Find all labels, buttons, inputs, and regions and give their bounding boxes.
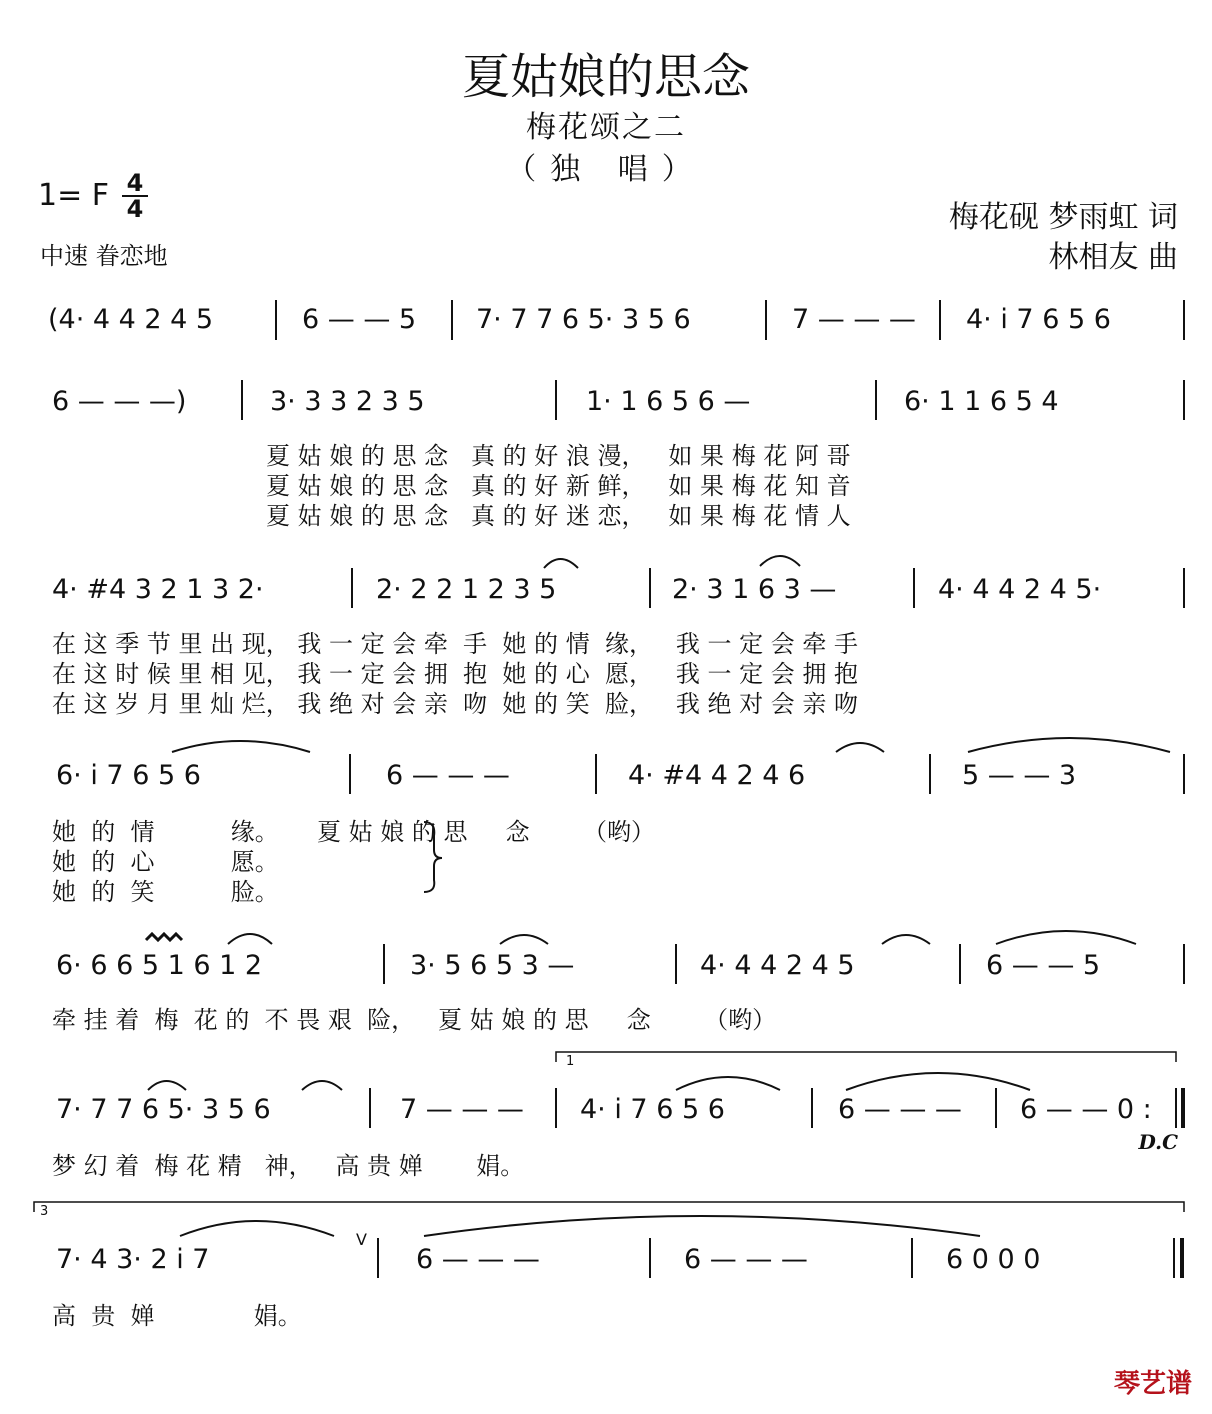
measure: 6 0 0 0: [946, 1244, 1041, 1275]
measure: 6 — — 5: [302, 304, 417, 335]
measure: 6 — — —): [52, 386, 187, 417]
slur: [302, 1081, 342, 1090]
volta-1-bracket: [556, 1052, 1176, 1062]
lyric-verse-3: 夏 姑 娘 的 思 念 真 的 好 迷 恋， 如 果 梅 花 情 人: [266, 502, 851, 530]
slur: [676, 1077, 780, 1090]
lyricist-credit: 梅花砚 梦雨虹 词: [948, 200, 1178, 235]
measure: 4· i 7 6 5 6: [580, 1094, 725, 1125]
measure: 5 — — 3: [962, 760, 1077, 791]
lyric-verse-1: 她 的 情 缘。 夏 姑 娘 的 思 念 （哟）: [52, 818, 656, 846]
slur: [172, 741, 310, 752]
breath-mark: V: [356, 1230, 367, 1249]
measure: 1· 1 6 5 6 —: [586, 386, 751, 417]
measure: 4· #4 4 2 4 6: [628, 760, 806, 791]
lyric-verse-3: 她 的 笑 脸。: [52, 878, 279, 906]
slur: [424, 1216, 980, 1236]
measure: 2· 3 1 6 3 —: [672, 574, 837, 605]
composer-credit: 林相友 曲: [1048, 240, 1178, 275]
slur: [996, 931, 1136, 944]
measure: 6· 6 6 5 1 6 1 2: [56, 950, 263, 981]
measure: 6· 1 1 6 5 4: [904, 386, 1059, 417]
slur: [148, 1081, 186, 1090]
measure: 6 — — —: [386, 760, 510, 791]
slur: [544, 559, 578, 568]
measure: 7· 7 7 6 5· 3 5 6: [56, 1094, 271, 1125]
slur: [180, 1221, 334, 1236]
measure: 2· 2 2 1 2 3 5: [376, 574, 557, 605]
measure: 6 — — 5: [986, 950, 1101, 981]
lyric-verse-1: 夏 姑 娘 的 思 念 真 的 好 浪 漫， 如 果 梅 花 阿 哥: [266, 442, 851, 470]
tempo-marking: 中速 眷恋地: [40, 242, 168, 270]
measure: 4· #4 3 2 1 3 2·: [52, 574, 264, 605]
lyric-verse-1: 梦 幻 着 梅 花 精 神， 高 贵 婵 娟。: [52, 1152, 525, 1180]
lyric-verse-3: 在 这 岁 月 里 灿 烂， 我 绝 对 会 亲 吻 她 的 笑 脸， 我 绝 对 会 亲 吻: [52, 690, 858, 718]
lyric-verse-1: 高 贵 婵 娟。: [52, 1302, 302, 1330]
time-denominator: 4: [126, 195, 144, 223]
measure: 6 — — 0 :: [1020, 1094, 1152, 1125]
measure: 6 — — —: [838, 1094, 962, 1125]
lyric-verse-1: 牵 挂 着 梅 花 的 不 畏 艰 险， 夏 姑 娘 的 思 念 （哟）: [52, 1006, 777, 1034]
subtitle: 梅花颂之二: [526, 110, 686, 145]
measure: 7 — — —: [792, 304, 916, 335]
slur: [968, 738, 1170, 752]
measure: 7· 7 7 6 5· 3 5 6: [476, 304, 691, 335]
lyric-verse-1: 在 这 季 节 里 出 现， 我 一 定 会 牵 手 她 的 情 缘， 我 一 定 会 牵 手: [52, 630, 858, 658]
slur: [882, 935, 930, 944]
measure: 7 — — —: [400, 1094, 524, 1125]
lyric-verse-2: 夏 姑 娘 的 思 念 真 的 好 新 鲜， 如 果 梅 花 知 音: [266, 472, 851, 500]
slur: [500, 935, 548, 944]
mordent-mark: [146, 934, 182, 940]
measure: 6 — — —: [684, 1244, 808, 1275]
lyric-verse-2: 在 这 时 候 里 相 见， 我 一 定 会 拥 抱 她 的 心 愿， 我 一 定 会 拥 抱: [52, 660, 858, 688]
key-signature: 1= F: [38, 178, 110, 213]
measure: 6· i 7 6 5 6: [56, 760, 201, 791]
volta-1-label: 1: [566, 1054, 575, 1069]
volta-3-bracket: [34, 1202, 1184, 1212]
measure: 3· 5 6 5 3 —: [410, 950, 575, 981]
watermark-logo: 琴艺谱: [1113, 1369, 1192, 1399]
lyric-brace: [424, 822, 442, 892]
measure: 4· i 7 6 5 6: [966, 304, 1111, 335]
time-numerator: 4: [126, 169, 144, 197]
slur: [846, 1073, 1030, 1090]
measure: (4· 4 4 2 4 5: [48, 304, 214, 335]
measure: 3· 3 3 2 3 5: [270, 386, 425, 417]
da-capo-marking: D.C: [1138, 1130, 1178, 1154]
performance-form: （独 唱）: [506, 152, 706, 187]
volta-3-label: 3: [40, 1204, 49, 1219]
measure: 6 — — —: [416, 1244, 540, 1275]
slur: [760, 556, 800, 566]
page-title: 夏姑娘的思念: [461, 49, 750, 105]
slur: [228, 934, 272, 944]
measure: 4· 4 4 2 4 5·: [938, 574, 1102, 605]
measure: 7· 4 3· 2 i 7: [56, 1244, 210, 1275]
slur: [836, 743, 884, 752]
lyric-verse-2: 她 的 心 愿。: [52, 848, 279, 876]
measure: 4· 4 4 2 4 5: [700, 950, 855, 981]
